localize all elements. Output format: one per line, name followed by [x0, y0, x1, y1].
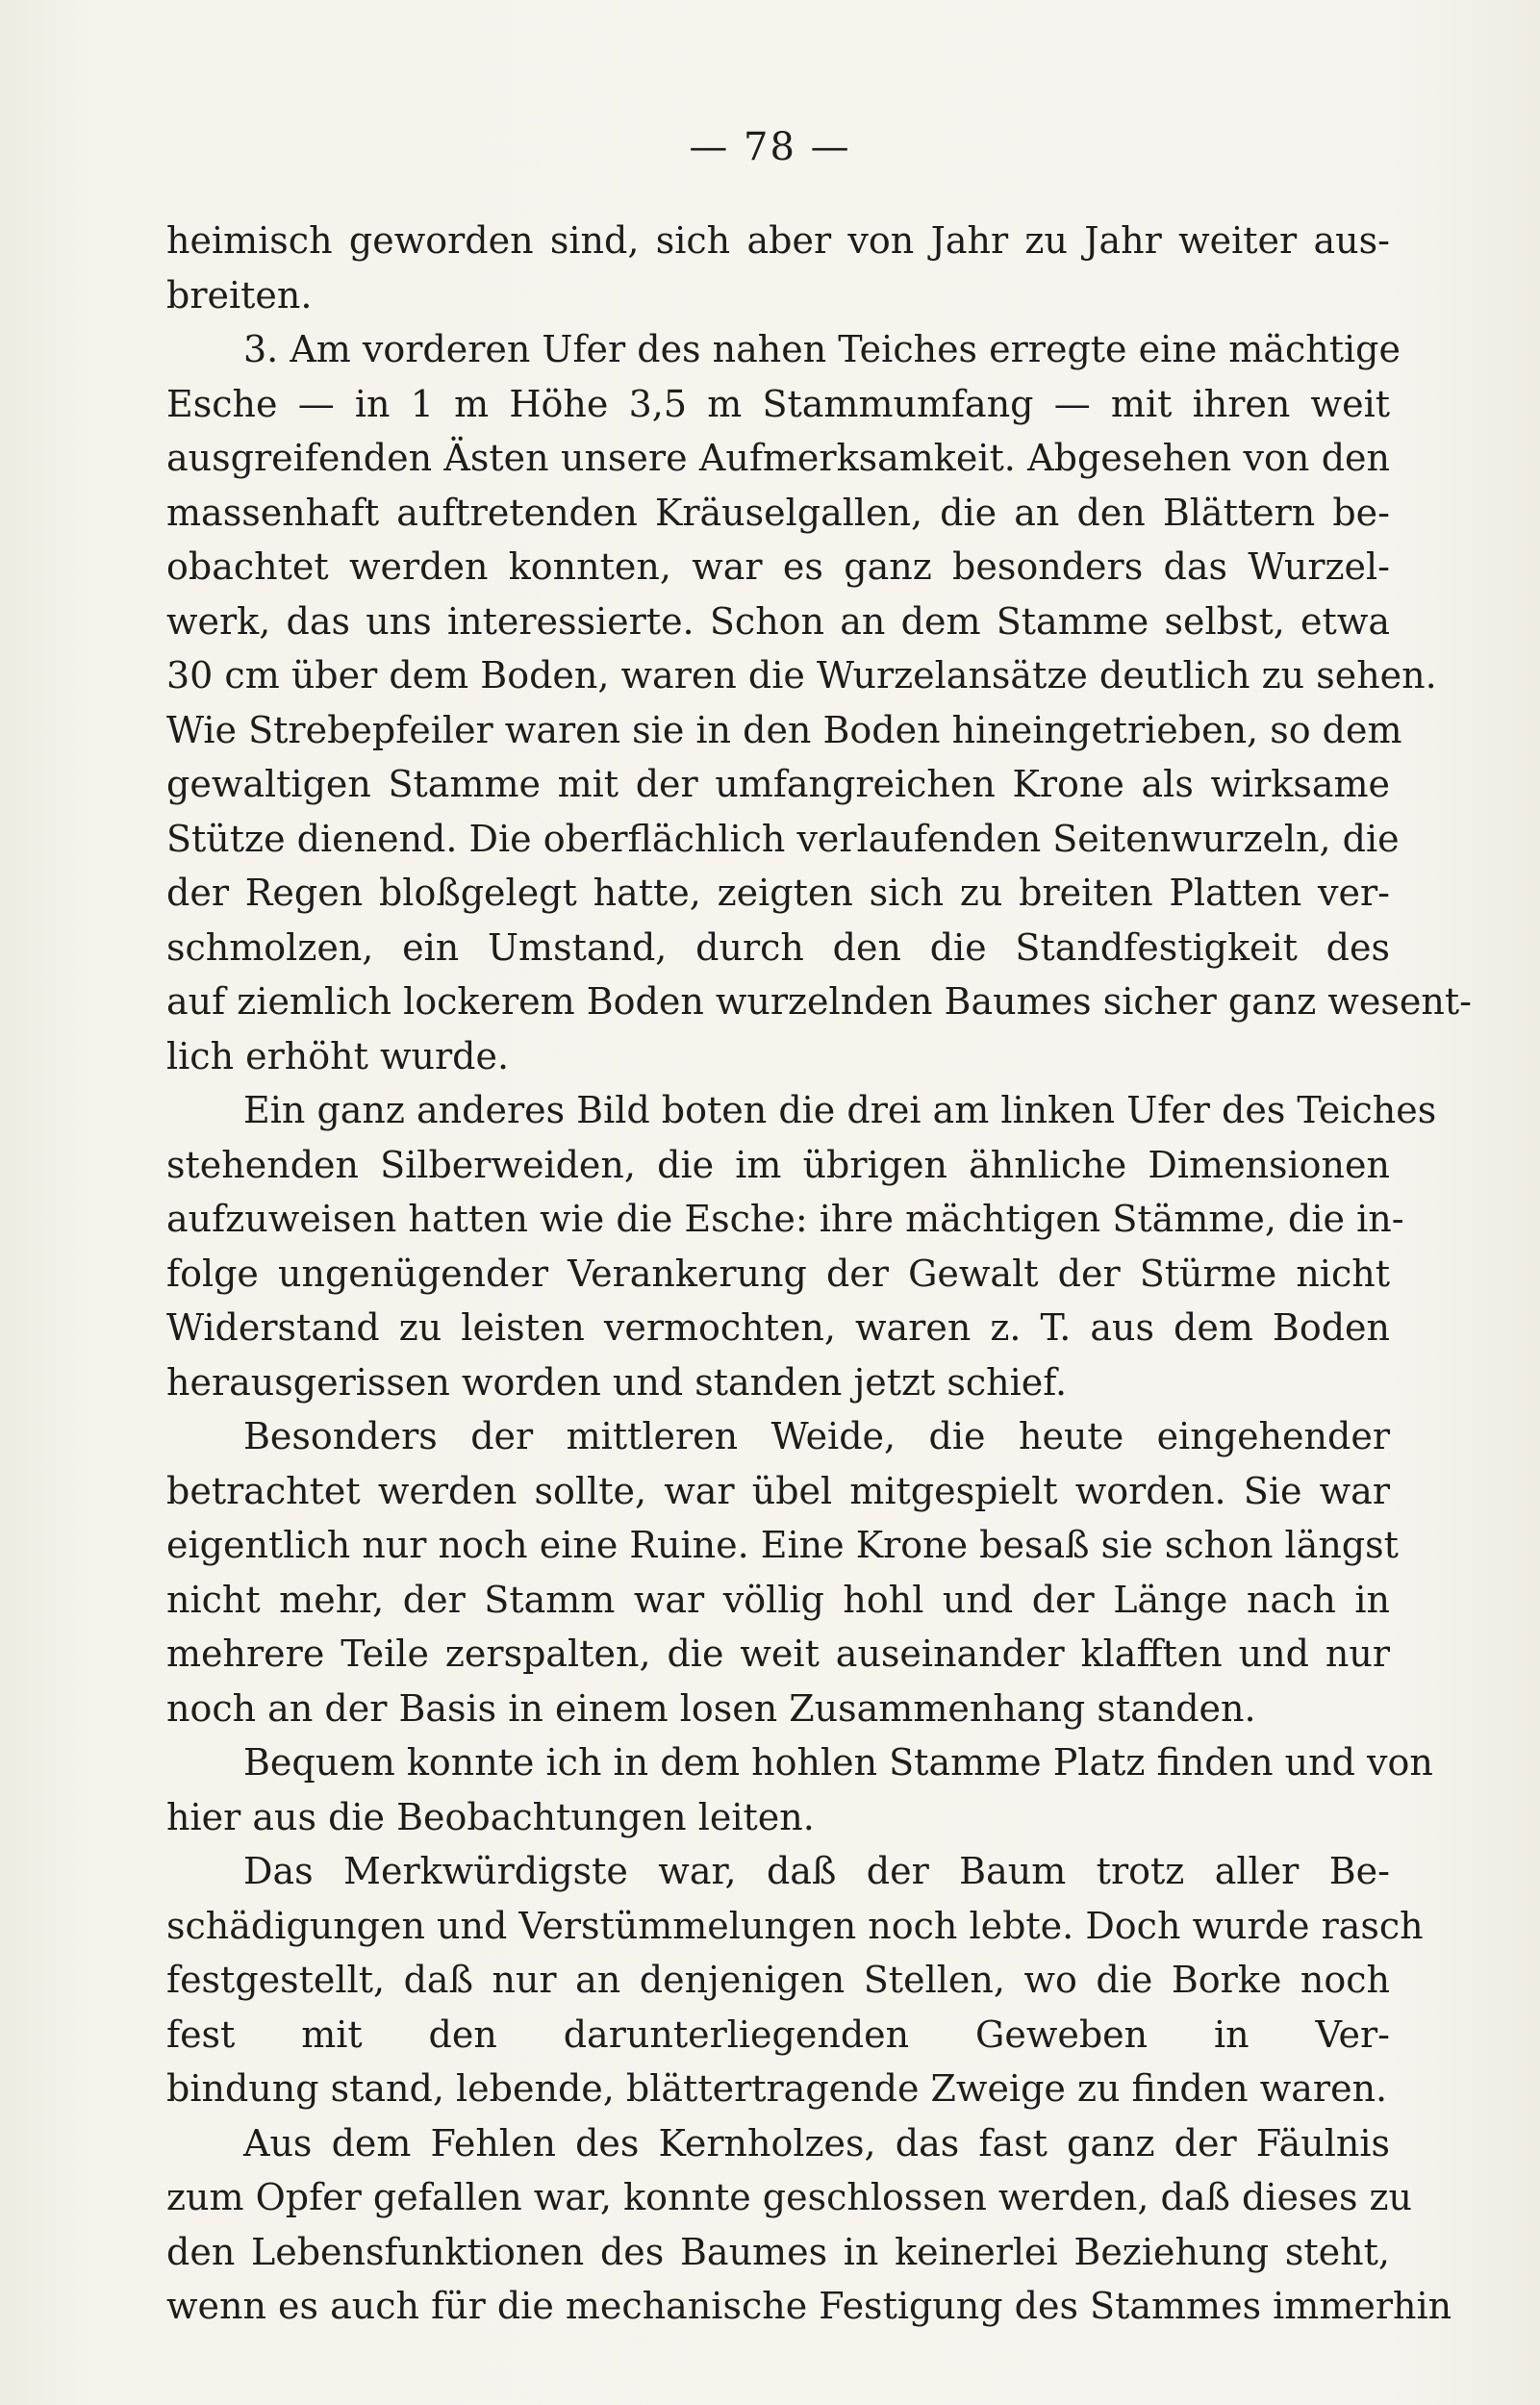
text-line: herausgerissen worden und standen jetzt schief. [166, 1360, 1068, 1404]
text-line: heimisch geworden sind, sich aber von Jahr zu Jahr weiter aus- [166, 219, 1390, 262]
text-line: mehrere Teile zerspalten, die weit auseinander klafften und nur [166, 1633, 1390, 1675]
text-line: auf ziemlich lockerem Boden wurzelnden Baumes sicher ganz wesent- [166, 980, 1472, 1023]
text-line: schädigungen und Verstümmelungen noch lebte. Doch wurde rasch [166, 1904, 1424, 1947]
text-line: massenhaft auftretenden Kräuselgallen, die an den Blättern be- [166, 491, 1390, 534]
text-line: festgestellt, daß nur an denjenigen Stellen, wo die Borke noch [166, 1959, 1390, 2001]
body-text [166, 214, 1472, 2334]
text-line: betrachtet werden sollte, war übel mitgespielt worden. Sie war [166, 1469, 1390, 1512]
text-line: Esche — in 1 m Höhe 3,5 m Stammumfang — mit ihren weit [166, 382, 1390, 425]
text-line: wenn es auch für die mechanische Festigung des Stammes immerhin [166, 2285, 1452, 2327]
text-line: Wie Strebepfeiler waren sie in den Boden hineingetrieben, so dem [166, 708, 1402, 751]
text-line: den Lebensfunktionen des Baumes in keinerlei Beziehung steht, [166, 2230, 1390, 2273]
text-line: Stütze dienend. Die oberflächlich verlaufenden Seitenwurzeln, die [166, 817, 1400, 860]
text-line: ausgreifenden Ästen unsere Aufmerksamkeit. Abgesehen von den [166, 437, 1390, 479]
text-line: Aus dem Fehlen des Kernholzes, das fast ganz der Fäulnis [243, 2121, 1390, 2164]
text-line: noch an der Basis in einem losen Zusammenhang standen. [166, 1686, 1256, 1730]
text-line: Das Merkwürdigste war, daß der Baum trotz aller Be- [243, 1850, 1390, 1892]
text-line: fest mit den darunterliegenden Geweben in Ver- [166, 2013, 1390, 2056]
text-line: Widerstand zu leisten vermochten, waren z. T. aus dem Boden [166, 1306, 1390, 1349]
text-line: schmolzen, ein Umstand, durch den die Standfestigkeit des [166, 925, 1390, 969]
text-line: Bequem konnte ich in dem hohlen Stamme Platz finden und von [243, 1741, 1433, 1784]
text-line: eigentlich nur noch eine Ruine. Eine Krone besaß sie schon längst [166, 1524, 1399, 1566]
text-line: lich erhöht wurde. [166, 1034, 510, 1077]
page-number: — 78 — [689, 125, 851, 169]
text-line: breiten. [166, 273, 313, 316]
text-line: Ein ganz anderes Bild boten die drei am linken Ufer des Teiches [243, 1089, 1437, 1131]
text-line: gewaltigen Stamme mit der umfangreichen Krone als wirksame [166, 763, 1390, 805]
text-line: bindung stand, lebende, blättertragende Zweige zu finden waren. [166, 2067, 1388, 2110]
text-line: stehenden Silberweiden, die im übrigen ähnliche Dimensionen [166, 1143, 1390, 1186]
text-line: zum Opfer gefallen war, konnte geschlossen werden, daß dieses zu [166, 2176, 1413, 2218]
text-line: obachtet werden konnten, war es ganz besonders das Wurzel- [166, 545, 1390, 588]
text-line: werk, das uns interessierte. Schon an dem Stamme selbst, etwa [166, 599, 1390, 643]
text-line: 30 cm über dem Boden, waren die Wurzelansätze deutlich zu sehen. [166, 654, 1437, 696]
text-line: hier aus die Beobachtungen leiten. [166, 1795, 815, 1838]
text-line: 3. Am vorderen Ufer des nahen Teiches erregte eine mächtige [243, 328, 1401, 370]
text-line: Besonders der mittleren Weide, die heute eingehender [243, 1415, 1390, 1457]
text-line: aufzuweisen hatten wie die Esche: ihre mächtigen Stämme, die in- [166, 1198, 1404, 1240]
text-line: nicht mehr, der Stamm war völlig hohl und der Länge nach in [166, 1578, 1390, 1621]
text-line: folge ungenügender Verankerung der Gewalt der Stürme nicht [166, 1252, 1390, 1295]
text-line: der Regen bloßgelegt hatte, zeigten sich zu breiten Platten ver- [166, 872, 1390, 914]
